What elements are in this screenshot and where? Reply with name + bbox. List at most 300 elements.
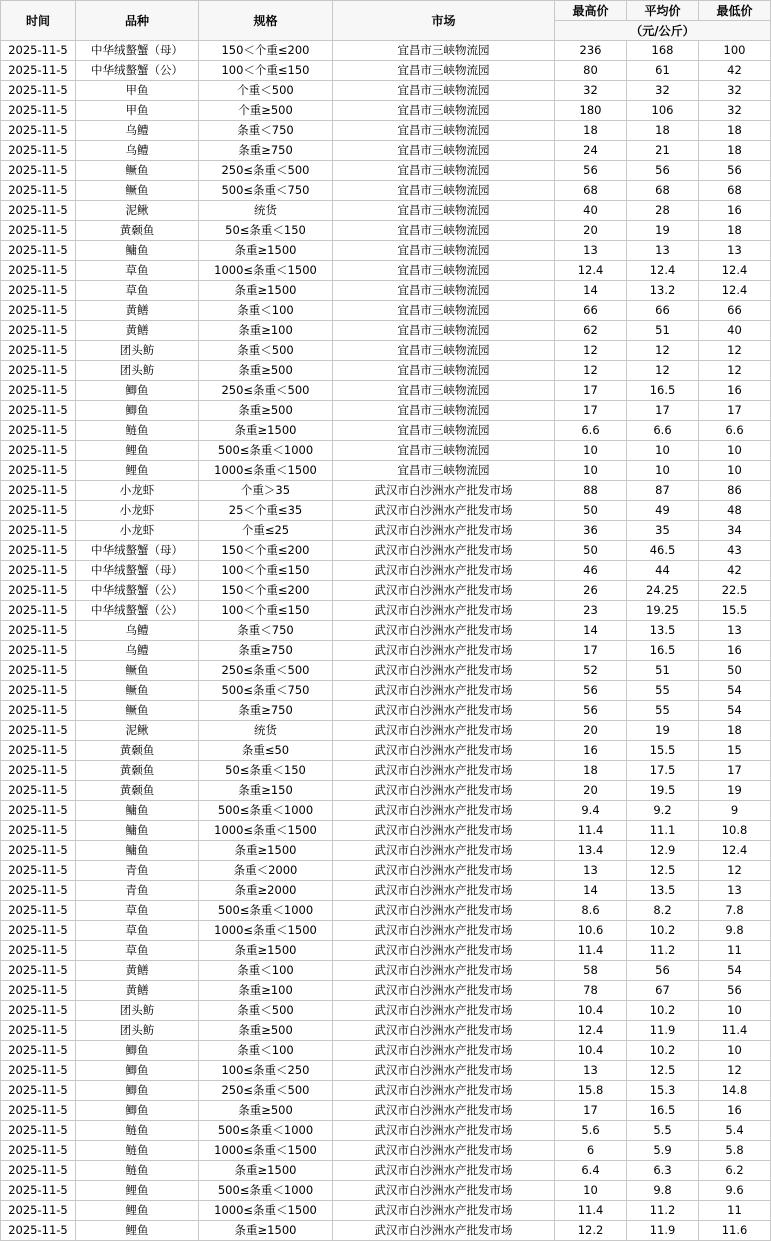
cell-high: 11.4 (555, 1201, 627, 1221)
cell-high: 10.4 (555, 1041, 627, 1061)
header-market: 市场 (333, 1, 555, 41)
cell-high: 12 (555, 341, 627, 361)
table-row (1, 721, 771, 741)
cell-date: 2025-11-5 (1, 221, 76, 241)
cell-low: 5.8 (699, 1141, 771, 1161)
table-row (1, 261, 771, 281)
cell-date: 2025-11-5 (1, 421, 76, 441)
cell-avg: 49 (627, 501, 699, 521)
table-row (1, 761, 771, 781)
cell-variety: 泥鳅 (76, 201, 199, 221)
cell-variety: 鲫鱼 (76, 1081, 199, 1101)
cell-variety: 中华绒螯蟹（母） (76, 41, 199, 61)
cell-low: 48 (699, 501, 771, 521)
cell-variety: 青鱼 (76, 881, 199, 901)
cell-high: 12 (555, 361, 627, 381)
cell-high: 36 (555, 521, 627, 541)
table-row (1, 401, 771, 421)
cell-date: 2025-11-5 (1, 821, 76, 841)
table-row (1, 741, 771, 761)
cell-low: 54 (699, 961, 771, 981)
cell-low: 42 (699, 61, 771, 81)
cell-high: 20 (555, 721, 627, 741)
cell-high: 6.4 (555, 1161, 627, 1181)
cell-high: 56 (555, 681, 627, 701)
cell-date: 2025-11-5 (1, 941, 76, 961)
cell-avg: 12.4 (627, 261, 699, 281)
cell-market: 宜昌市三峡物流园 (333, 241, 555, 261)
cell-avg: 12 (627, 341, 699, 361)
cell-variety: 乌鳢 (76, 141, 199, 161)
cell-date: 2025-11-5 (1, 181, 76, 201)
cell-high: 13 (555, 861, 627, 881)
cell-variety: 鳙鱼 (76, 841, 199, 861)
table-row (1, 681, 771, 701)
cell-avg: 10.2 (627, 1041, 699, 1061)
cell-avg: 46.5 (627, 541, 699, 561)
cell-avg: 21 (627, 141, 699, 161)
cell-market: 宜昌市三峡物流园 (333, 441, 555, 461)
cell-date: 2025-11-5 (1, 141, 76, 161)
header-spec: 规格 (199, 1, 333, 41)
table-row (1, 1041, 771, 1061)
cell-market: 武汉市白沙洲水产批发市场 (333, 601, 555, 621)
cell-avg: 24.25 (627, 581, 699, 601)
cell-spec: 1000≤条重＜1500 (199, 921, 333, 941)
cell-avg: 11.9 (627, 1021, 699, 1041)
table-row (1, 701, 771, 721)
cell-spec: 条重≥500 (199, 1021, 333, 1041)
cell-variety: 乌鳢 (76, 121, 199, 141)
cell-low: 12.4 (699, 841, 771, 861)
cell-date: 2025-11-5 (1, 341, 76, 361)
cell-low: 10 (699, 441, 771, 461)
cell-low: 11 (699, 941, 771, 961)
cell-spec: 条重≥150 (199, 781, 333, 801)
cell-spec: 250≤条重＜500 (199, 1081, 333, 1101)
cell-high: 58 (555, 961, 627, 981)
cell-low: 12 (699, 1061, 771, 1081)
cell-market: 武汉市白沙洲水产批发市场 (333, 1021, 555, 1041)
table-row (1, 641, 771, 661)
cell-high: 46 (555, 561, 627, 581)
cell-avg: 13.5 (627, 881, 699, 901)
cell-spec: 条重≥100 (199, 981, 333, 1001)
cell-low: 10 (699, 1001, 771, 1021)
table-row (1, 941, 771, 961)
table-row (1, 361, 771, 381)
cell-low: 56 (699, 161, 771, 181)
cell-spec: 条重≥1500 (199, 241, 333, 261)
cell-market: 武汉市白沙洲水产批发市场 (333, 941, 555, 961)
table-row (1, 1001, 771, 1021)
cell-spec: 100＜个重≤150 (199, 601, 333, 621)
cell-market: 宜昌市三峡物流园 (333, 401, 555, 421)
cell-low: 13 (699, 881, 771, 901)
cell-variety: 团头鲂 (76, 341, 199, 361)
cell-spec: 条重＜100 (199, 301, 333, 321)
table-row (1, 1061, 771, 1081)
cell-market: 武汉市白沙洲水产批发市场 (333, 921, 555, 941)
cell-avg: 55 (627, 681, 699, 701)
table-row (1, 101, 771, 121)
cell-high: 11.4 (555, 821, 627, 841)
table-row (1, 341, 771, 361)
cell-high: 18 (555, 761, 627, 781)
table-row (1, 121, 771, 141)
cell-avg: 51 (627, 321, 699, 341)
cell-market: 宜昌市三峡物流园 (333, 221, 555, 241)
cell-low: 16 (699, 641, 771, 661)
cell-avg: 16.5 (627, 1101, 699, 1121)
cell-low: 9.6 (699, 1181, 771, 1201)
cell-variety: 鳙鱼 (76, 241, 199, 261)
cell-avg: 9.2 (627, 801, 699, 821)
cell-low: 16 (699, 381, 771, 401)
cell-spec: 条重≥1500 (199, 421, 333, 441)
cell-low: 100 (699, 41, 771, 61)
cell-market: 宜昌市三峡物流园 (333, 361, 555, 381)
header-variety: 品种 (76, 1, 199, 41)
cell-low: 16 (699, 1101, 771, 1121)
cell-market: 武汉市白沙洲水产批发市场 (333, 541, 555, 561)
cell-high: 12.4 (555, 1021, 627, 1041)
cell-market: 宜昌市三峡物流园 (333, 161, 555, 181)
cell-spec: 条重＜100 (199, 1041, 333, 1061)
cell-variety: 黄颡鱼 (76, 741, 199, 761)
cell-high: 26 (555, 581, 627, 601)
cell-high: 52 (555, 661, 627, 681)
cell-market: 武汉市白沙洲水产批发市场 (333, 1221, 555, 1241)
cell-high: 18 (555, 121, 627, 141)
cell-low: 15.5 (699, 601, 771, 621)
cell-market: 宜昌市三峡物流园 (333, 121, 555, 141)
cell-low: 34 (699, 521, 771, 541)
cell-high: 17 (555, 381, 627, 401)
table-row (1, 1181, 771, 1201)
cell-date: 2025-11-5 (1, 841, 76, 861)
cell-date: 2025-11-5 (1, 441, 76, 461)
cell-high: 23 (555, 601, 627, 621)
cell-low: 86 (699, 481, 771, 501)
table-row (1, 521, 771, 541)
cell-high: 13 (555, 241, 627, 261)
header-avg: 平均价 (627, 1, 699, 21)
cell-market: 武汉市白沙洲水产批发市场 (333, 501, 555, 521)
cell-date: 2025-11-5 (1, 901, 76, 921)
cell-variety: 甲鱼 (76, 101, 199, 121)
cell-high: 14 (555, 281, 627, 301)
cell-variety: 小龙虾 (76, 481, 199, 501)
cell-market: 武汉市白沙洲水产批发市场 (333, 1161, 555, 1181)
cell-low: 40 (699, 321, 771, 341)
cell-market: 宜昌市三峡物流园 (333, 281, 555, 301)
cell-date: 2025-11-5 (1, 701, 76, 721)
cell-avg: 17.5 (627, 761, 699, 781)
cell-avg: 11.2 (627, 941, 699, 961)
table-row (1, 821, 771, 841)
cell-avg: 55 (627, 701, 699, 721)
cell-high: 13.4 (555, 841, 627, 861)
table-row (1, 801, 771, 821)
table-row (1, 1021, 771, 1041)
cell-avg: 56 (627, 161, 699, 181)
cell-variety: 草鱼 (76, 901, 199, 921)
table-row (1, 141, 771, 161)
cell-date: 2025-11-5 (1, 1001, 76, 1021)
cell-spec: 500≤条重＜750 (199, 681, 333, 701)
cell-spec: 条重≥1500 (199, 941, 333, 961)
header-time: 时间 (1, 1, 76, 41)
header-unit: （元/公斤） (555, 21, 771, 41)
cell-high: 66 (555, 301, 627, 321)
cell-high: 10 (555, 1181, 627, 1201)
cell-low: 14.8 (699, 1081, 771, 1101)
table-row (1, 1121, 771, 1141)
cell-market: 宜昌市三峡物流园 (333, 381, 555, 401)
cell-high: 8.6 (555, 901, 627, 921)
table-row (1, 481, 771, 501)
cell-date: 2025-11-5 (1, 1141, 76, 1161)
cell-date: 2025-11-5 (1, 881, 76, 901)
cell-date: 2025-11-5 (1, 741, 76, 761)
cell-variety: 草鱼 (76, 921, 199, 941)
cell-market: 宜昌市三峡物流园 (333, 421, 555, 441)
cell-date: 2025-11-5 (1, 361, 76, 381)
cell-low: 16 (699, 201, 771, 221)
cell-avg: 28 (627, 201, 699, 221)
cell-spec: 150＜个重≤200 (199, 581, 333, 601)
cell-high: 9.4 (555, 801, 627, 821)
cell-variety: 草鱼 (76, 281, 199, 301)
cell-variety: 草鱼 (76, 941, 199, 961)
cell-high: 88 (555, 481, 627, 501)
cell-spec: 个重≥500 (199, 101, 333, 121)
cell-spec: 25＜个重≤35 (199, 501, 333, 521)
cell-high: 11.4 (555, 941, 627, 961)
table-row (1, 241, 771, 261)
cell-variety: 鳜鱼 (76, 161, 199, 181)
cell-avg: 106 (627, 101, 699, 121)
cell-variety: 黄鳝 (76, 321, 199, 341)
cell-variety: 中华绒螯蟹（公） (76, 581, 199, 601)
cell-avg: 5.9 (627, 1141, 699, 1161)
cell-date: 2025-11-5 (1, 81, 76, 101)
cell-market: 武汉市白沙洲水产批发市场 (333, 821, 555, 841)
cell-date: 2025-11-5 (1, 801, 76, 821)
cell-avg: 13.5 (627, 621, 699, 641)
cell-spec: 条重≥1500 (199, 1161, 333, 1181)
header-high: 最高价 (555, 1, 627, 21)
cell-market: 武汉市白沙洲水产批发市场 (333, 781, 555, 801)
cell-high: 17 (555, 401, 627, 421)
cell-market: 武汉市白沙洲水产批发市场 (333, 1061, 555, 1081)
cell-high: 10.6 (555, 921, 627, 941)
cell-high: 80 (555, 61, 627, 81)
cell-spec: 50≤条重＜150 (199, 221, 333, 241)
cell-market: 武汉市白沙洲水产批发市场 (333, 1101, 555, 1121)
cell-variety: 乌鳢 (76, 621, 199, 641)
cell-spec: 条重≥750 (199, 701, 333, 721)
cell-date: 2025-11-5 (1, 721, 76, 741)
cell-date: 2025-11-5 (1, 1041, 76, 1061)
cell-spec: 统货 (199, 201, 333, 221)
cell-avg: 61 (627, 61, 699, 81)
cell-low: 54 (699, 701, 771, 721)
cell-avg: 15.3 (627, 1081, 699, 1101)
cell-spec: 条重＜500 (199, 1001, 333, 1021)
cell-low: 56 (699, 981, 771, 1001)
cell-avg: 16.5 (627, 641, 699, 661)
cell-date: 2025-11-5 (1, 61, 76, 81)
cell-variety: 中华绒螯蟹（母） (76, 541, 199, 561)
cell-date: 2025-11-5 (1, 1081, 76, 1101)
cell-spec: 条重≥1500 (199, 1221, 333, 1241)
cell-market: 武汉市白沙洲水产批发市场 (333, 901, 555, 921)
cell-avg: 10 (627, 441, 699, 461)
cell-variety: 黄颡鱼 (76, 781, 199, 801)
cell-avg: 19.25 (627, 601, 699, 621)
cell-low: 18 (699, 141, 771, 161)
cell-spec: 条重＜2000 (199, 861, 333, 881)
cell-market: 武汉市白沙洲水产批发市场 (333, 561, 555, 581)
cell-variety: 团头鲂 (76, 1001, 199, 1021)
cell-low: 12 (699, 361, 771, 381)
cell-market: 武汉市白沙洲水产批发市场 (333, 761, 555, 781)
cell-market: 武汉市白沙洲水产批发市场 (333, 881, 555, 901)
cell-market: 武汉市白沙洲水产批发市场 (333, 521, 555, 541)
cell-avg: 10 (627, 461, 699, 481)
cell-avg: 13.2 (627, 281, 699, 301)
cell-high: 5.6 (555, 1121, 627, 1141)
cell-date: 2025-11-5 (1, 41, 76, 61)
cell-spec: 条重＜100 (199, 961, 333, 981)
header-low: 最低价 (699, 1, 771, 21)
cell-variety: 黄颡鱼 (76, 221, 199, 241)
cell-date: 2025-11-5 (1, 1221, 76, 1241)
table-row (1, 661, 771, 681)
cell-spec: 100＜个重≤150 (199, 561, 333, 581)
table-row (1, 621, 771, 641)
table-row (1, 181, 771, 201)
cell-low: 18 (699, 721, 771, 741)
cell-low: 12.4 (699, 261, 771, 281)
table-row (1, 441, 771, 461)
table-row (1, 561, 771, 581)
table-row (1, 1141, 771, 1161)
cell-market: 武汉市白沙洲水产批发市场 (333, 1121, 555, 1141)
cell-date: 2025-11-5 (1, 501, 76, 521)
cell-date: 2025-11-5 (1, 1181, 76, 1201)
cell-market: 武汉市白沙洲水产批发市场 (333, 1081, 555, 1101)
cell-variety: 青鱼 (76, 861, 199, 881)
cell-date: 2025-11-5 (1, 961, 76, 981)
cell-variety: 草鱼 (76, 261, 199, 281)
cell-market: 武汉市白沙洲水产批发市场 (333, 861, 555, 881)
cell-date: 2025-11-5 (1, 601, 76, 621)
cell-spec: 500≤条重＜1000 (199, 901, 333, 921)
cell-market: 武汉市白沙洲水产批发市场 (333, 1001, 555, 1021)
table-row (1, 1221, 771, 1241)
cell-low: 18 (699, 221, 771, 241)
cell-market: 武汉市白沙洲水产批发市场 (333, 1181, 555, 1201)
cell-variety: 鲢鱼 (76, 421, 199, 441)
cell-market: 宜昌市三峡物流园 (333, 41, 555, 61)
cell-high: 12.4 (555, 261, 627, 281)
cell-avg: 10.2 (627, 921, 699, 941)
cell-market: 武汉市白沙洲水产批发市场 (333, 681, 555, 701)
cell-low: 10 (699, 1041, 771, 1061)
cell-date: 2025-11-5 (1, 241, 76, 261)
cell-high: 56 (555, 701, 627, 721)
cell-variety: 鳜鱼 (76, 701, 199, 721)
cell-low: 18 (699, 121, 771, 141)
cell-spec: 500≤条重＜1000 (199, 441, 333, 461)
cell-avg: 168 (627, 41, 699, 61)
cell-spec: 条重≥500 (199, 1101, 333, 1121)
cell-high: 17 (555, 1101, 627, 1121)
cell-variety: 乌鳢 (76, 641, 199, 661)
cell-spec: 500≤条重＜750 (199, 181, 333, 201)
cell-high: 236 (555, 41, 627, 61)
cell-avg: 10.2 (627, 1001, 699, 1021)
cell-high: 56 (555, 161, 627, 181)
table-row (1, 581, 771, 601)
cell-variety: 鲫鱼 (76, 381, 199, 401)
cell-avg: 6.3 (627, 1161, 699, 1181)
cell-market: 武汉市白沙洲水产批发市场 (333, 721, 555, 741)
table-row (1, 501, 771, 521)
cell-spec: 个重≤25 (199, 521, 333, 541)
cell-avg: 19 (627, 721, 699, 741)
table-row (1, 881, 771, 901)
cell-spec: 150＜个重≤200 (199, 41, 333, 61)
table-row (1, 861, 771, 881)
cell-low: 11 (699, 1201, 771, 1221)
cell-high: 32 (555, 81, 627, 101)
cell-spec: 250≤条重＜500 (199, 381, 333, 401)
cell-date: 2025-11-5 (1, 681, 76, 701)
cell-date: 2025-11-5 (1, 861, 76, 881)
cell-variety: 甲鱼 (76, 81, 199, 101)
cell-spec: 统货 (199, 721, 333, 741)
cell-avg: 12.5 (627, 1061, 699, 1081)
cell-avg: 11.2 (627, 1201, 699, 1221)
cell-market: 宜昌市三峡物流园 (333, 341, 555, 361)
cell-variety: 团头鲂 (76, 361, 199, 381)
cell-market: 宜昌市三峡物流园 (333, 181, 555, 201)
cell-variety: 泥鳅 (76, 721, 199, 741)
table-header (1, 1, 771, 41)
table-row (1, 61, 771, 81)
cell-market: 宜昌市三峡物流园 (333, 101, 555, 121)
cell-spec: 50≤条重＜150 (199, 761, 333, 781)
table-row (1, 981, 771, 1001)
cell-date: 2025-11-5 (1, 641, 76, 661)
cell-date: 2025-11-5 (1, 161, 76, 181)
cell-high: 6 (555, 1141, 627, 1161)
cell-spec: 1000≤条重＜1500 (199, 261, 333, 281)
cell-low: 32 (699, 101, 771, 121)
cell-avg: 9.8 (627, 1181, 699, 1201)
cell-avg: 68 (627, 181, 699, 201)
cell-market: 武汉市白沙洲水产批发市场 (333, 701, 555, 721)
cell-market: 武汉市白沙洲水产批发市场 (333, 1141, 555, 1161)
cell-variety: 鲫鱼 (76, 1101, 199, 1121)
cell-date: 2025-11-5 (1, 621, 76, 641)
table-row (1, 421, 771, 441)
cell-low: 17 (699, 401, 771, 421)
